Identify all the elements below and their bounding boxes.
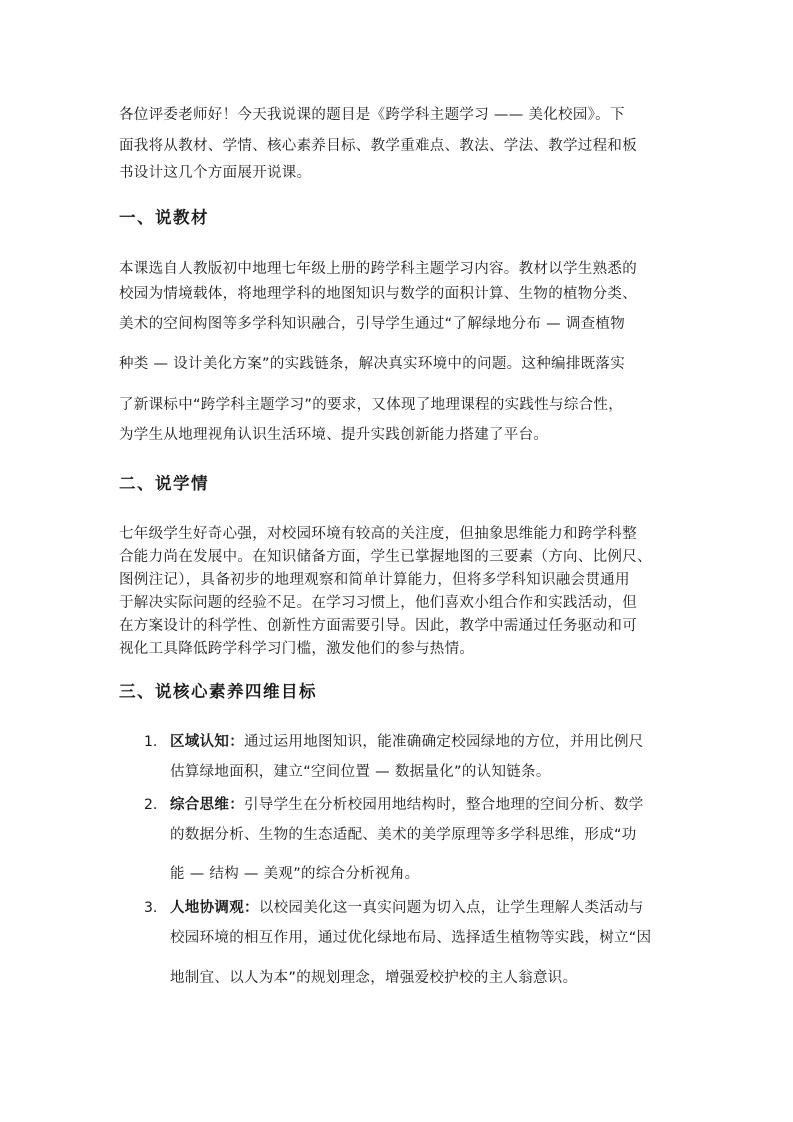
paragraph-line: 七年级学生好奇心强，对校园环境有较高的关注度，但抽象思维能力和跨学科整 [119,526,637,542]
list-item-text: 引导学生在分析校园用地结构时，整合地理的空间分析、数学 [244,797,644,813]
intro-line: 书设计这几个方面展开说课。 [119,165,312,181]
list-item-line: 估算绿地面积，建立“空间位置 — 数据量化”的认知链条。 [170,764,551,780]
list-item-text: 以校园美化这一真实问题为切入点，让学生理解人类活动与 [258,900,644,916]
section-heading: 三、说核心素养四维目标 [119,682,317,701]
paragraph-line: 视化工具降低跨学科学习门槛，激发他们的参与热情。 [119,641,475,657]
paragraph-line: 校园为情境载体，将地理学科的地图知识与数学的面积计算、生物的植物分类、 [119,286,637,302]
section-heading: 一、说教材 [119,208,209,227]
list-item-line: 能 — 结构 — 美观”的综合分析视角。 [170,866,420,882]
paragraph-line: 在方案设计的科学性、创新性方面需要引导。因此，教学中需通过任务驱动和可 [119,618,637,634]
list-item-title: 区域认知： [170,734,244,750]
list-number: 1. [144,734,158,750]
paragraph-line: 合能力尚在发展中。在知识储备方面，学生已掌握地图的三要素（方向、比例尺、 [119,549,652,565]
list-item-line [170,732,644,752]
list-item-line: 的数据分析、生物的生态适配、美术的美学原理等多学科思维，形成“功 [170,827,637,843]
list-item-line [170,795,644,815]
list-item-text: 通过运用地图知识，能准确确定校园绿地的方位，并用比例尺 [244,734,644,750]
paragraph-line: 为学生从地理视角认识生活环境、提升实践创新能力搭建了平台。 [119,427,549,443]
paragraph-line: 图例注记），具备初步的地理观察和简单计算能力，但将多学科知识融会贯通用 [119,572,630,588]
intro-line: 面我将从教材、学情、核心素养目标、教学重难点、教法、学法、教学过程和板 [119,138,637,154]
list-item-line: 校园环境的相互作用，通过优化绿地布局、选择适生植物等实践，树立“因 [170,930,652,946]
list-item-title: 综合思维： [170,797,244,813]
list-item-line [170,898,644,918]
list-item-title: 人地协调观： [170,900,259,916]
list-item-line: 地制宜、以人为本”的规划理念，增强爱校护校的主人翁意识。 [170,970,578,986]
paragraph-line: 于解决实际问题的经验不足。在学习习惯上，他们喜欢小组合作和实践活动，但 [119,595,637,611]
list-number: 3. [144,900,158,916]
list-number: 2. [144,797,158,813]
paragraph-line: 美术的空间构图等多学科知识融合，引导学生通过“了解绿地分布 — 调查植物 [119,316,626,332]
paragraph-line: 本课选自人教版初中地理七年级上册的跨学科主题学习内容。教材以学生熟悉的 [119,261,637,277]
intro-line: 各位评委老师好！今天我说课的题目是《跨学科主题学习 —— 美化校园》。下 [119,107,625,123]
section-heading: 二、说学情 [119,474,209,493]
paragraph-line: 了新课标中“跨学科主题学习”的要求，又体现了地理课程的实践性与综合性， [119,397,624,413]
paragraph-line: 种类 — 设计美化方案”的实践链条，解决真实环境中的问题。这种编排既落实 [119,356,626,372]
